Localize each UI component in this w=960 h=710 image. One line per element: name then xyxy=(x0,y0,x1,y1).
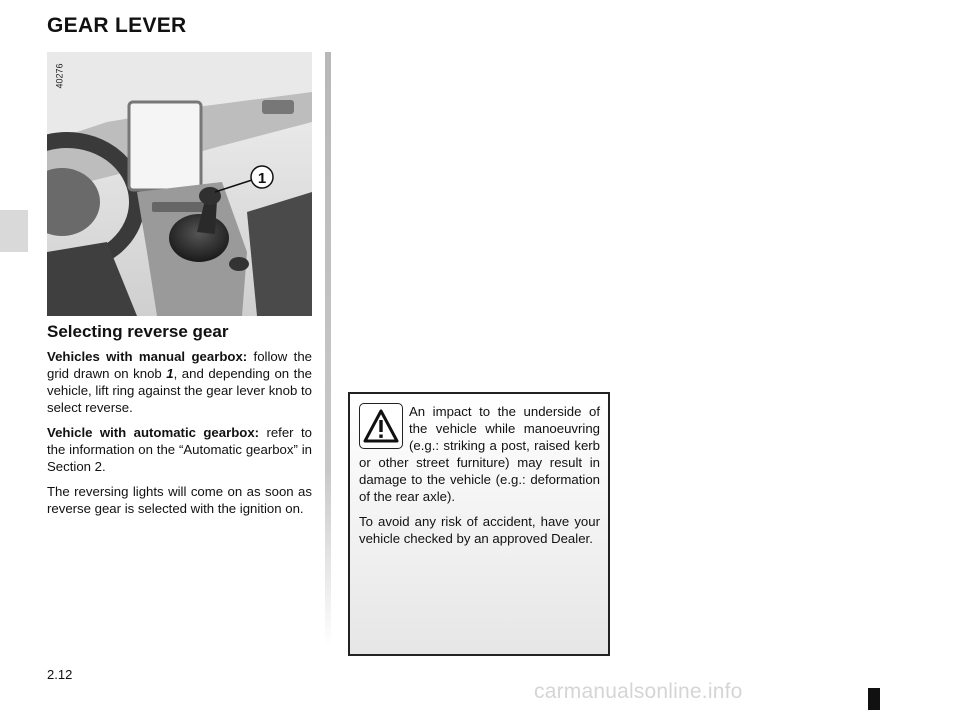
corner-mark xyxy=(868,688,880,710)
page-title: GEAR LEVER xyxy=(47,14,187,37)
section-tab xyxy=(0,210,28,252)
figure-reference: 40276 xyxy=(55,63,65,89)
warning-paragraph: To avoid any risk of accident, have your vehicle checked by an approved Dealer. xyxy=(359,514,600,546)
column-divider xyxy=(325,52,331,647)
section-heading: Selecting reverse gear xyxy=(47,322,229,341)
reversing-lights-paragraph: The reversing lights will come on as soon as reverse gear is selected with the ignition on. xyxy=(47,484,312,516)
warning-box xyxy=(348,392,610,656)
dashboard-illustration xyxy=(47,52,312,316)
callout-number: 1 xyxy=(257,170,267,187)
section-body xyxy=(47,348,312,525)
warning-triangle-icon xyxy=(359,403,403,449)
page-number: 2.12 xyxy=(47,667,73,682)
manual-gearbox-paragraph: Vehicles with manual gearbox: follow the grid drawn on knob 1, and depending on the vehicle, lift ring against the gear lever knob to select reverse. xyxy=(47,349,312,415)
automatic-gearbox-paragraph: Vehicle with automatic gearbox: refer to the information on the “Automatic gearbox” in Section 2. xyxy=(47,425,312,474)
watermark: carmanualsonline.info xyxy=(534,680,743,703)
warning-paragraph: An impact to the underside of the vehicle while manoeuvring (e.g.: striking a post, raised kerb or other street furniture) may result in damage to the vehicle (e.g.: deformation of the rear axle). xyxy=(359,404,600,504)
